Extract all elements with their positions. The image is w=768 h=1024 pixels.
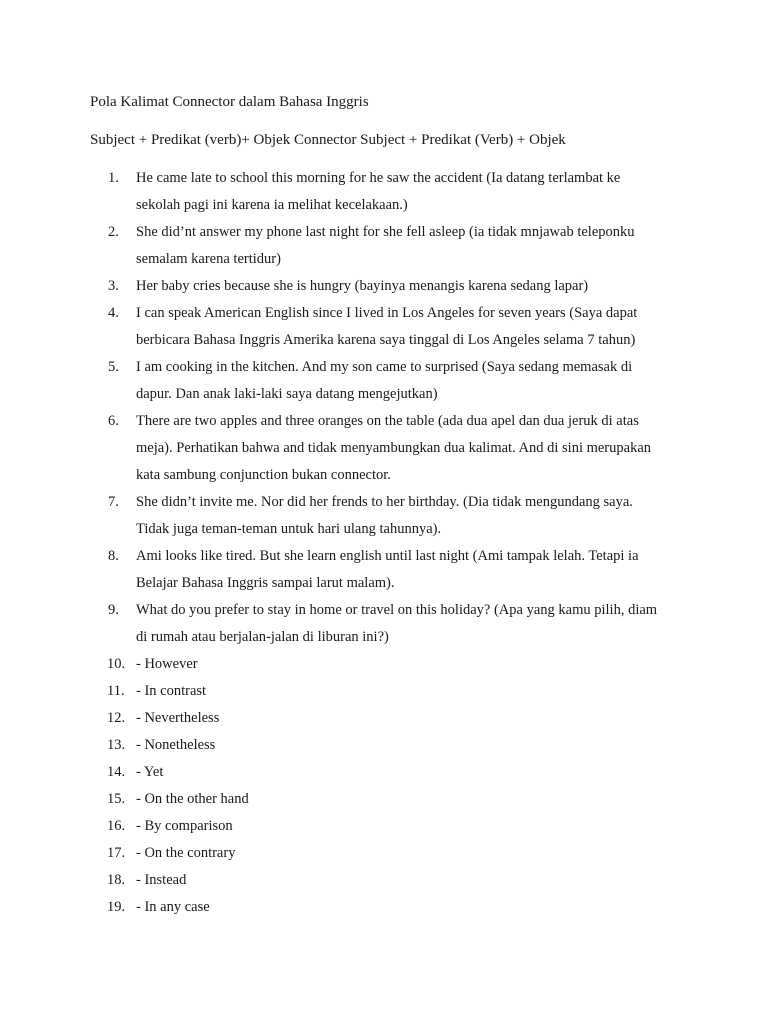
list-item [0, 597, 666, 651]
item-number: 4. [108, 305, 119, 321]
list-item [0, 408, 666, 489]
item-text: - Nonetheless [136, 737, 216, 753]
item-text: - Nevertheless [136, 710, 220, 726]
item-text: He came late to school this morning for he saw the accident (Ia datang terlambat ke sekolah pagi ini karena ia melihat kecelakaan.) [136, 170, 621, 213]
item-text: - On the contrary [136, 845, 236, 861]
item-number: 11. [107, 683, 125, 699]
item-text: - In any case [136, 899, 210, 915]
item-number: 13. [107, 737, 126, 753]
list-item [0, 894, 666, 921]
list-item [0, 705, 666, 732]
item-number: 2. [108, 224, 119, 240]
item-number: 6. [108, 413, 119, 429]
list-item [0, 840, 666, 867]
list-item [0, 678, 666, 705]
list-item [0, 489, 666, 543]
list-item [0, 273, 666, 300]
list-item [0, 786, 666, 813]
item-number: 16. [107, 818, 126, 834]
item-number: 1. [108, 170, 119, 186]
list-item [0, 300, 666, 354]
item-number: 5. [108, 359, 119, 375]
document-title: Pola Kalimat Connector dalam Bahasa Inggris [90, 94, 369, 110]
item-number: 19. [107, 899, 126, 915]
item-text: - In contrast [136, 683, 207, 699]
list-item [0, 813, 666, 840]
item-number: 15. [107, 791, 126, 807]
item-number: 3. [108, 278, 119, 294]
item-text: - By comparison [136, 818, 233, 834]
item-text: - On the other hand [136, 791, 249, 807]
list-item [0, 651, 666, 678]
item-text: She did’nt answer my phone last night for she fell asleep (ia tidak mnjawab teleponku semalam karena tertidur) [136, 224, 635, 267]
item-number: 7. [108, 494, 119, 510]
item-text: I can speak American English since I lived in Los Angeles for seven years (Saya dapat berbicara Bahasa Inggris Amerika karena saya tinggal di Los Angeles selama 7 tahun) [136, 305, 638, 348]
example-list [0, 165, 768, 921]
item-number: 8. [108, 548, 119, 564]
item-text: - However [136, 656, 198, 672]
item-number: 14. [107, 764, 126, 780]
item-number: 12. [107, 710, 126, 726]
item-number: 9. [108, 602, 119, 618]
list-item [0, 219, 666, 273]
list-item [0, 354, 666, 408]
item-text: She didn’t invite me. Nor did her frends to her birthday. (Dia tidak mengundang saya. Tidak juga teman-teman untuk hari ulang tahunnya). [136, 494, 633, 537]
item-text: Her baby cries because she is hungry (bayinya menangis karena sedang lapar) [136, 278, 589, 294]
list-item [0, 867, 666, 894]
sentence-pattern: Subject + Predikat (verb)+ Objek Connector Subject + Predikat (Verb) + Objek [90, 132, 566, 148]
item-text: - Yet [136, 764, 164, 780]
item-text: Ami looks like tired. But she learn english until last night (Ami tampak lelah. Tetapi ia Belajar Bahasa Inggris sampai larut malam). [136, 548, 639, 591]
item-number: 10. [107, 656, 126, 672]
item-text: I am cooking in the kitchen. And my son came to surprised (Saya sedang memasak di dapur. Dan anak laki-laki saya datang mengejutkan) [136, 359, 633, 402]
item-text: What do you prefer to stay in home or travel on this holiday? (Apa yang kamu pilih, diam di rumah atau berjalan-jalan di liburan ini?) [136, 602, 658, 645]
item-text: - Instead [136, 872, 187, 888]
list-item [0, 543, 666, 597]
list-item [0, 732, 666, 759]
item-number: 17. [107, 845, 126, 861]
item-text: There are two apples and three oranges on the table (ada dua apel dan dua jeruk di atas meja). Perhatikan bahwa and tidak menyambungkan dua kalimat. And di sini merupakan kata sambung conjunction bukan connector. [136, 413, 652, 483]
list-item [0, 165, 666, 219]
list-item [0, 759, 666, 786]
item-number: 18. [107, 872, 126, 888]
